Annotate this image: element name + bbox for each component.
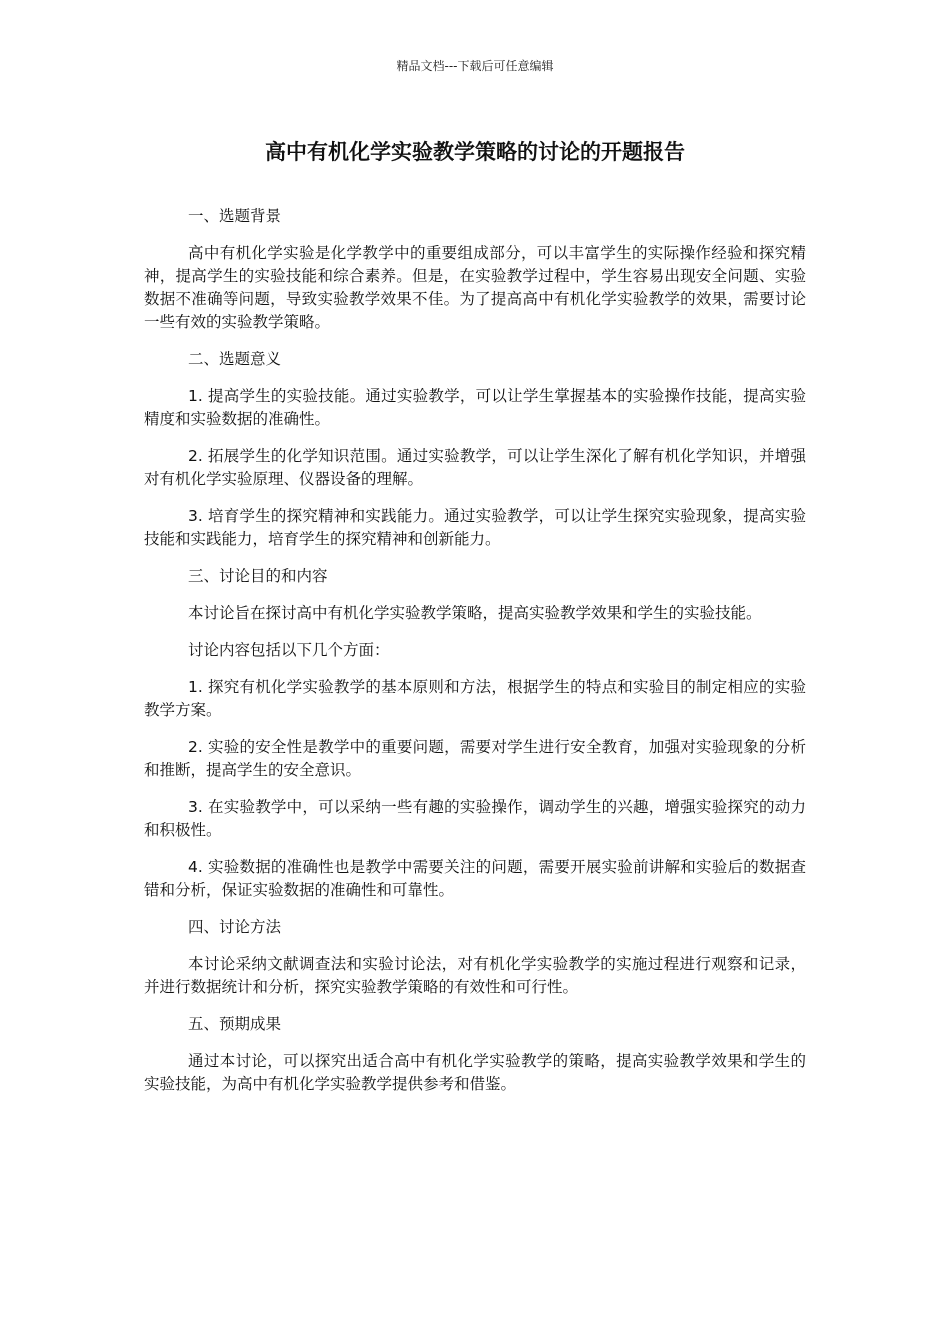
paragraph: 3. 在实验教学中，可以采纳一些有趣的实验操作，调动学生的兴趣，增强实验探究的动力和积极性。 <box>144 798 806 839</box>
paragraph: 高中有机化学实验是化学教学中的重要组成部分，可以丰富学生的实际操作经验和探究精神，提高学生的实验技能和综合素养。但是，在实验教学过程中，学生容易出现安全问题、实验数据不准确等问题，导致实验教学效果不佳。为了提高高中有机化学实验教学的效果，需要讨论一些有效的实验教学策略。 <box>144 244 806 331</box>
paragraph: 4. 实验数据的准确性也是教学中需要关注的问题，需要开展实验前讲解和实验后的数据查错和分析，保证实验数据的准确性和可靠性。 <box>144 858 806 899</box>
paragraph: 3. 培育学生的探究精神和实践能力。通过实验教学，可以让学生探究实验现象，提高实验技能和实践能力，培育学生的探究精神和创新能力。 <box>144 507 806 548</box>
page-header: 精品文档---下载后可任意编辑 <box>396 59 554 73</box>
paragraph: 1. 提高学生的实验技能。通过实验教学，可以让学生掌握基本的实验操作技能，提高实验精度和实验数据的准确性。 <box>144 387 806 428</box>
paragraph: 通过本讨论，可以探究出适合高中有机化学实验教学的策略，提高实验教学效果和学生的实验技能，为高中有机化学实验教学提供参考和借鉴。 <box>144 1052 806 1093</box>
paragraph: 2. 实验的安全性是教学中的重要问题，需要对学生进行安全教育，加强对实验现象的分析和推断，提高学生的安全意识。 <box>144 738 806 779</box>
document-title: 高中有机化学实验教学策略的讨论的开题报告 <box>265 140 685 164</box>
section-heading-background: 一、选题背景 <box>188 207 282 225</box>
section-heading-method: 四、讨论方法 <box>188 918 282 936</box>
paragraph: 本讨论旨在探讨高中有机化学实验教学策略，提高实验教学效果和学生的实验技能。 <box>188 604 762 622</box>
document-body <box>144 205 806 1110</box>
section-heading-outcomes: 五、预期成果 <box>188 1015 282 1033</box>
section-heading-purpose: 三、讨论目的和内容 <box>188 567 328 585</box>
paragraph: 1. 探究有机化学实验教学的基本原则和方法，根据学生的特点和实验目的制定相应的实验教学方案。 <box>144 678 806 719</box>
paragraph: 2. 拓展学生的化学知识范围。通过实验教学，可以让学生深化了解有机化学知识，并增强对有机化学实验原理、仪器设备的理解。 <box>144 447 806 488</box>
section-heading-significance: 二、选题意义 <box>188 350 282 368</box>
paragraph: 本讨论采纳文献调查法和实验讨论法，对有机化学实验教学的实施过程进行观察和记录，并进行数据统计和分析，探究实验教学策略的有效性和可行性。 <box>144 955 806 996</box>
paragraph: 讨论内容包括以下几个方面： <box>188 641 390 659</box>
